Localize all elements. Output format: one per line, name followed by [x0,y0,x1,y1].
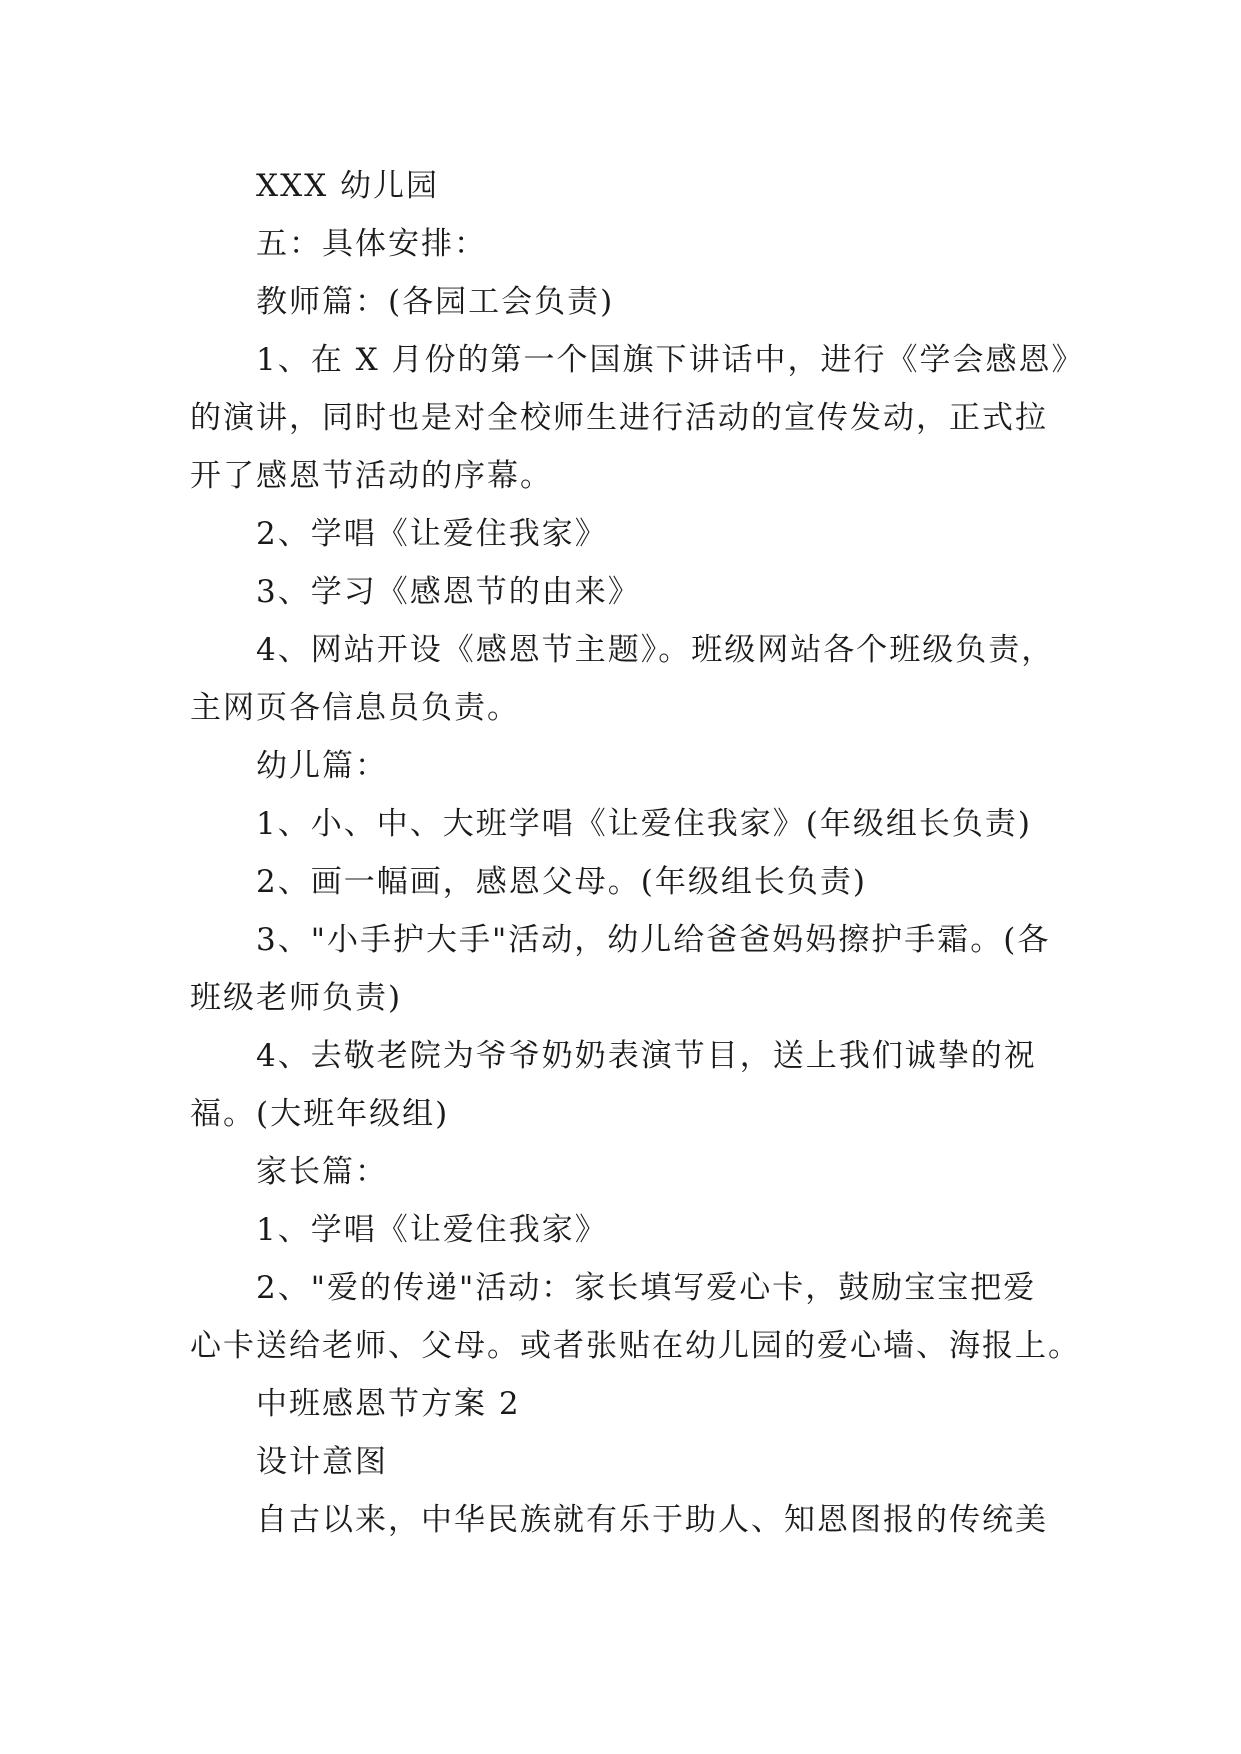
paragraph-line: 的演讲，同时也是对全校师生进行活动的宣传发动，正式拉 [190,400,1048,436]
paragraph-line: 1、学唱《让爱住我家》 [256,1212,608,1248]
paragraph-line: 心卡送给老师、父母。或者张贴在幼儿园的爱心墙、海报上。 [190,1328,1081,1364]
subsection-parents: 家长篇： [256,1154,388,1190]
paragraph-line: 2、学唱《让爱住我家》 [256,516,608,552]
paragraph-line: 福。(大班年级组) [190,1096,450,1132]
paragraph-line: 1、在 X 月份的第一个国旗下讲话中，进行《学会感恩》 [256,342,1085,378]
subsection-teachers: 教师篇：(各园工会负责) [256,284,615,320]
paragraph-line: 开了感恩节活动的序幕。 [190,458,553,494]
subsection-children: 幼儿篇： [256,748,388,784]
paragraph-line: 自古以来，中华民族就有乐于助人、知恩图报的传统美 [256,1502,1048,1538]
paragraph-line: 3、"小手护大手"活动，幼儿给爸爸妈妈擦护手霜。(各 [256,922,1051,958]
paragraph-line: 3、学习《感恩节的由来》 [256,574,641,610]
paragraph-line: 班级老师负责) [190,980,403,1016]
paragraph-line: 1、小、中、大班学唱《让爱住我家》(年级组长负责) [256,806,1032,842]
paragraph-line: 4、网站开设《感恩节主题》。班级网站各个班级负责， [256,632,1055,668]
section-heading: 五：具体安排： [256,226,487,262]
paragraph-line: 2、"爱的传递"活动：家长填写爱心卡，鼓励宝宝把爱 [256,1270,1037,1306]
paragraph-line: 主网页各信息员负责。 [190,690,520,726]
kindergarten-name: XXX 幼儿园 [256,168,440,204]
plan-title: 中班感恩节方案 2 [256,1386,521,1422]
paragraph-line: 2、画一幅画，感恩父母。(年级组长负责) [256,864,867,900]
paragraph-line: 4、去敬老院为爷爷奶奶表演节目，送上我们诚挚的祝 [256,1038,1037,1074]
document-body [190,157,1085,1549]
design-intent-heading: 设计意图 [256,1444,388,1480]
